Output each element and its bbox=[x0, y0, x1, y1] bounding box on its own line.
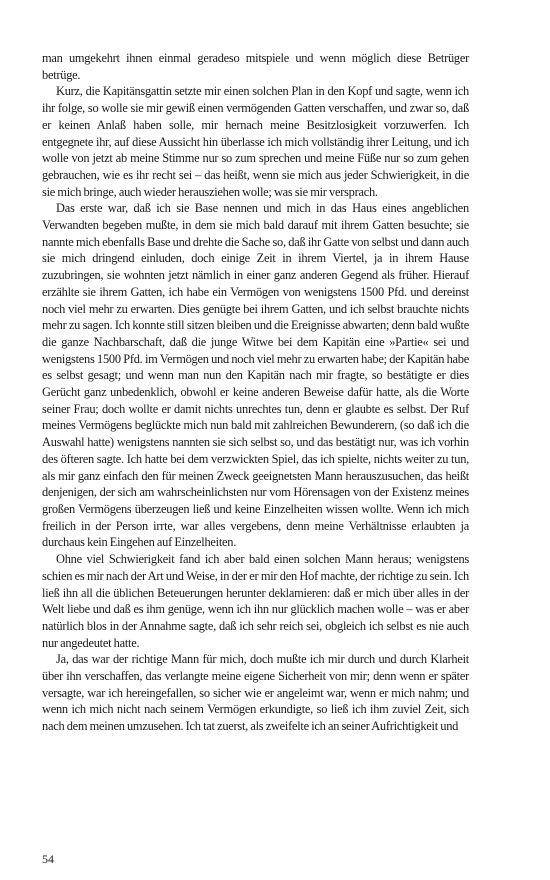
paragraph-suitor: Ohne viel Schwierigkeit fand ich aber bald einen solchen Mann heraus; wenigstens schien es mir nach der Art und Weise, in der er mir den Hof machte, der richtige zu sein. Ich ließ ihn all die üblichen Beteuerungen herunter deklamieren: daß er mich über alles in der Welt liebe und daß es ihm genüge, wenn ich ihn nur glücklich machen wolle – was er aber natürlich blos in der Annahme sagte, daß ich sehr reich sei, obgleich ich selbst es nie auch nur angedeutet hatte. bbox=[42, 552, 469, 650]
paragraph-base: Das erste war, daß ich sie Base nennen und mich in das Haus eines angeblichen Verwandten begeben mußte, in dem sie mich bald darauf mit ihrem Gatten besuchte; sie nannte mich ebenfalls Base und drehte die Sache so, daß ihr Gatte von selbst und dann auch sie mich dringend einluden, doch einige Zeit in ihrem Viertel, ja in ihrem Hause zuzubringen, sie wohnten jetzt nämlich in einer ganz anderen Gegend als früher. Hierauf erzählte sie ihrem Gatten, ich habe ein Vermögen von wenigstens 1500 Pfd. und dereinst noch viel mehr zu erwarten. Dies genügte bei ihrem Gatten, und ich selbst brauchte nichts mehr zu sagen. Ich konnte still sitzen bleiben und die Ereignisse abwarten; denn bald wußte die ganze Nachbarschaft, daß die junge Witwe bei dem Kapitän eine »Partie« sei und wenigstens 1500 Pfd. im Vermögen und noch viel mehr zu erwarten habe; der Kapitän habe es selbst gesagt; und wenn man nun den Kapitän nach mir fragte, so bestätigte er dies Gerücht ganz unbedenklich, obwohl er keine anderen Beweise dafür hatte, als die Worte seiner Frau; doch wollte er damit nichts unrechtes tun, denn er glaubte es selbst. Der Ruf meines Vermögens beglückte mich nun bald mit zahlreichen Bewunderern, (so daß ich die Auswahl hatte) wenigstens nannten sie sich selbst so, und das bestätigt nur, was ich vorhin des öfteren sagte. Ich hatte bei dem verzwickten Spiel, das ich spielte, nichts weiter zu tun, als mir ganz einfach den für meinen Zweck geeignetsten Mann herauszusuchen, das heißt denjenigen, der sich am wahrscheinlichsten nur vom Hörensagen von der Existenz meines großen Vermögens überzeugen ließ und keine Einzelheiten wissen wollte. Wenn ich mich freilich in der Person irrte, war alles vergebens, denn meine Verhältnisse erlaubten ja durchaus kein Eingehen auf Einzelheiten. bbox=[42, 201, 469, 550]
paragraph-right-man: Ja, das war der richtige Mann für mich, doch mußte ich mir durch und durch Klarheit über ihn verschaffen, das verlangte meine eigene Sicherheit von mir; denn wenn er später versagte, war ich hereingefallen, so sicher wie er angeleimt war, wenn er mich nahm; und wenn ich mich nicht nach seinem Vermögen erkundigte, so ließ ich ihm zuviel Zeit, sich nach dem meinen umzusehen. Ich tat zuerst, als zweifelte ich an seiner Aufrichtigkeit und bbox=[42, 652, 469, 734]
paragraph-plan: Kurz, die Kapitänsgattin setzte mir einen solchen Plan in den Kopf und sagte, wenn ich ihr folge, so wolle sie mir gewiß einen vermögenden Gatten verschaffen, und zwar so, daß er keinen Anlaß haben solle, mir hernach meine Besitzlosigkeit vorzuwerfen. Ich entgegnete ihr, auf diese Aussicht hin überlasse ich mich vollständig ihrer Leitung, und ich wolle von jetzt ab meine Stimme nur so zum sprechen und meine Füße nur so zum gehen gebrauchen, wie es ihr recht sei – das heißt, wenn sie mich aus jeder Schwierigkeit, in die sie mich bringe, auch wieder herausziehen wolle; was sie mir versprach. bbox=[42, 84, 469, 199]
page-number: 54 bbox=[42, 852, 54, 866]
paragraph-continued: man umgekehrt ihnen einmal geradeso mitspiele und wenn möglich diese Betrüger betrüge. bbox=[42, 51, 469, 82]
page-body bbox=[42, 50, 469, 735]
